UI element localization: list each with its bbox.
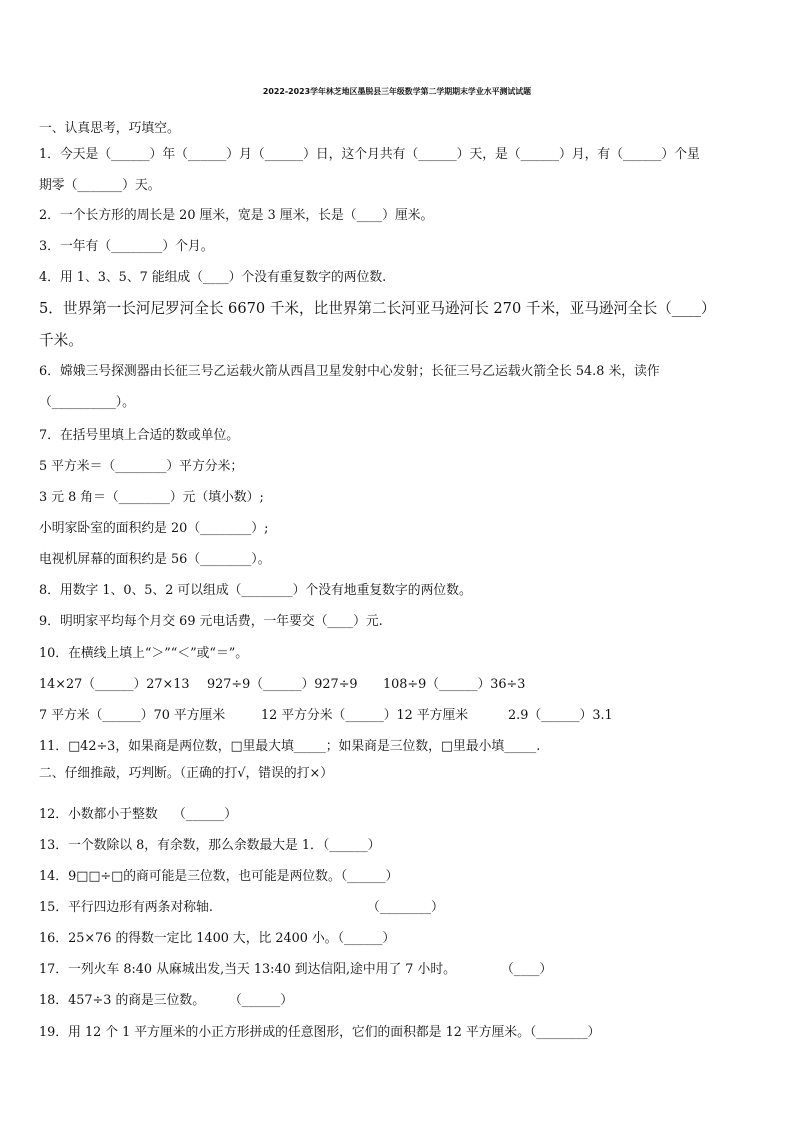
section-heading-2: 二、仔细推敲，巧判断。（正确的打√，错误的打×） [39,766,334,781]
section-heading-1: 一、认真思考，巧填空。 [39,121,180,136]
question-10-row-1 [39,676,525,694]
question-5-line-1: 5．世界第一长河尼罗河全长 6670 千米，比世界第二长河亚马逊河长 270 千米，亚马逊河全长（____） [39,300,716,317]
question-15 [39,899,444,917]
question-3: 3．一年有（________）个月。 [39,239,214,254]
question-7-item-a: 5 平方米＝（________）平方分米； [39,459,244,474]
comparison-item: 12 平方分米（______）12 平方厘米 [261,708,469,723]
question-5-line-2: 千米。 [39,332,83,349]
comparison-item: 927÷9（______）927÷9 [207,677,358,692]
page-title: 2022-2023学年林芝地区墨脱县三年级数学第二学期期末学业水平测试试题 [262,87,532,96]
comparison-item: 2.9（______）3.1 [508,708,613,723]
answer-blank: （______） [229,993,293,1008]
answer-blank: （______） [173,807,237,822]
question-6-line-2: （__________）。 [39,395,135,410]
question-6-line-1: 6．嫦娥三号探测器由长征三号乙运载火箭从西昌卫星发射中心发射；长征三号乙运载火箭全长 54.8 米，读作 [39,364,660,379]
question-7-item-d: 电视机屏幕的面积约是 56（________）。 [39,552,271,567]
question-4: 4．用 1、3、5、7 能组成（____）个没有重复数字的两位数. [39,270,387,285]
question-13: 13．一个数除以 8，有余数，那么余数最大是 1．（______） [39,838,381,853]
question-10-row-2 [39,707,613,725]
question-18 [39,992,293,1010]
question-1-line-2: 期零（_______）天。 [39,178,161,193]
question-19: 19．用 12 个 1 平方厘米的小正方形拼成的任意图形，它们的面积都是 12 平方厘米。（________） [39,1025,601,1040]
question-2: 2．一个长方形的周长是 20 厘米，宽是 3 厘米，长是（____）厘米。 [39,208,434,223]
question-12-text: 12．小数都小于整数 [39,807,158,822]
question-9: 9．明明家平均每个月交 69 元电话费，一年要交（____）元. [39,614,383,629]
question-7-item-b: 3 元 8 角＝（________）元（填小数）; [39,490,264,505]
comparison-item: 108÷9（______）36÷3 [383,677,526,692]
question-7-item-c: 小明家卧室的面积约是 20（________）; [39,521,269,536]
question-11: 11．□42÷3，如果商是两位数，□里最大填_____；如果商是三位数，□里最小填_____. [39,739,541,754]
comparison-item: 7 平方米（______）70 平方厘米 [39,708,226,723]
question-8: 8．用数字 1、0、5、2 可以组成（________）个没有地重复数字的两位数。 [39,583,472,598]
question-18-text: 18．457÷3 的商是三位数。 [39,993,206,1008]
question-17 [39,961,552,979]
question-10-stem: 10．在横线上填上“＞”“＜”或“＝”。 [39,646,249,661]
question-12 [39,806,237,824]
question-17-text: 17．一列火车 8:40 从麻城出发,当天 13:40 到达信阳,途中用了 7 小时。 [39,962,456,977]
question-14: 14．9□□÷□的商可能是三位数，也可能是两位数。（______） [39,869,399,884]
question-1-line-1: 1．今天是（______）年（______）月（______）日，这个月共有（______）天，是（______）月，有（______）个星 [39,147,700,162]
question-15-text: 15．平行四边形有两条对称轴. [39,900,213,915]
answer-blank: （________） [367,900,444,915]
answer-blank: （____） [501,962,553,977]
question-7-stem: 7．在括号里填上合适的数或单位。 [39,428,240,443]
comparison-item: 14×27（______）27×13 [39,677,190,692]
question-16: 16．25×76 的得数一定比 1400 大，比 2400 小。（______） [39,931,396,946]
